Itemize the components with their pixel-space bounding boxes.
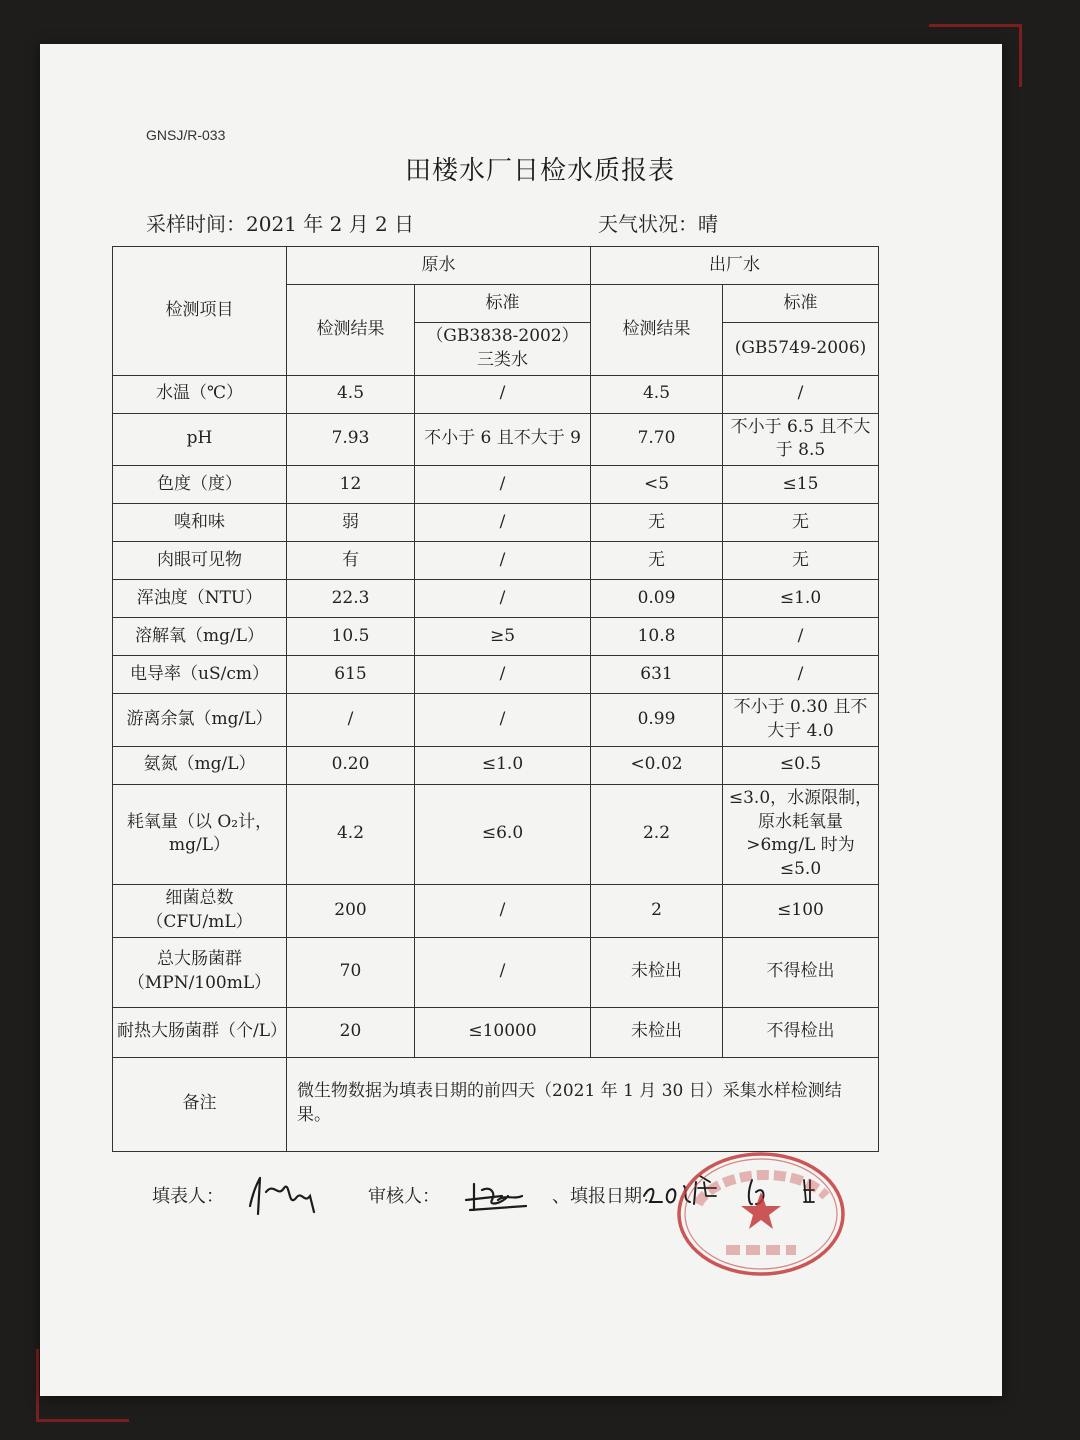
row-raw-standard: ≤1.0 [415,746,591,784]
row-outlet-standard: 不小于 0.30 且不大于 4.0 [723,694,879,747]
raw-standard-class: 三类水 [477,349,528,370]
row-raw-standard: ≥5 [415,618,591,656]
remark-text: 微生物数据为填表日期的前四天（2021 年 1 月 30 日）采集水样检测结果。 [287,1057,879,1151]
row-raw-result: 7.93 [287,413,415,466]
row-outlet-standard: 无 [723,504,879,542]
reviewer-signature [462,1170,534,1216]
row-outlet-result: 10.8 [591,618,723,656]
header-outlet-standard-code: (GB5749-2006) [723,323,879,376]
sample-time-label: 采样时间： [146,212,246,236]
filler-signature [244,1168,322,1220]
row-outlet-standard: 不得检出 [723,1007,879,1057]
row-item: pH [113,413,287,466]
row-outlet-result: 未检出 [591,937,723,1007]
row-item: 耗氧量（以 O₂计，mg/L） [113,784,287,884]
row-outlet-standard: / [723,375,879,413]
table-row [113,375,879,413]
table-row [113,694,879,747]
row-raw-standard: 不小于 6 且不大于 9 [415,413,591,466]
weather [598,208,718,237]
row-outlet-standard: / [723,618,879,656]
row-item: 溶解氧（mg/L） [113,618,287,656]
table-row [113,618,879,656]
header-outlet-water: 出厂水 [591,247,879,285]
row-raw-result: 4.5 [287,375,415,413]
report-date-label: 、填报日期： [552,1186,660,1207]
row-raw-standard: / [415,542,591,580]
table-row [113,784,879,884]
header-item: 检测项目 [113,247,287,376]
reviewer-label: 审核人： [368,1186,440,1207]
header-outlet-standard: 标准 [723,285,879,323]
row-raw-standard: / [415,937,591,1007]
row-outlet-result: 无 [591,542,723,580]
row-outlet-standard: 不小于 6.5 且不大于 8.5 [723,413,879,466]
row-item: 水温（℃） [113,375,287,413]
row-outlet-result: 2.2 [591,784,723,884]
row-raw-standard: / [415,375,591,413]
row-raw-standard: / [415,694,591,747]
header-raw-result: 检测结果 [287,285,415,376]
row-outlet-result: 未检出 [591,1007,723,1057]
water-quality-table [112,246,879,1152]
row-outlet-result: 4.5 [591,375,723,413]
weather-value: 晴 [698,212,718,236]
table-row [113,1007,879,1057]
row-item: 浑浊度（NTU） [113,580,287,618]
row-item: 嗅和味 [113,504,287,542]
row-raw-result: 615 [287,656,415,694]
sample-time [146,208,414,237]
row-item: 电导率（uS/cm） [113,656,287,694]
row-outlet-standard: / [723,656,879,694]
row-outlet-standard: ≤3.0，水源限制，原水耗氧量>6mg/L 时为≤5.0 [723,784,879,884]
row-raw-standard: / [415,884,591,937]
row-outlet-standard: 无 [723,542,879,580]
row-raw-result: 0.20 [287,746,415,784]
row-raw-result: 200 [287,884,415,937]
row-raw-standard: / [415,504,591,542]
row-outlet-standard: ≤100 [723,884,879,937]
remark-row [113,1057,879,1151]
row-raw-standard: / [415,466,591,504]
row-item: 游离余氯（mg/L） [113,694,287,747]
row-outlet-result: 631 [591,656,723,694]
table-row [113,466,879,504]
row-raw-result: 70 [287,937,415,1007]
row-raw-result: 4.2 [287,784,415,884]
row-item: 氨氮（mg/L） [113,746,287,784]
row-raw-result: 20 [287,1007,415,1057]
filler-label: 填表人： [152,1186,224,1207]
row-outlet-result: <0.02 [591,746,723,784]
row-raw-result: / [287,694,415,747]
row-raw-standard: ≤10000 [415,1007,591,1057]
table-row [113,504,879,542]
row-outlet-standard: ≤1.0 [723,580,879,618]
row-outlet-result: 0.09 [591,580,723,618]
raw-standard-code: （GB3838-2002） [426,326,579,346]
row-raw-result: 10.5 [287,618,415,656]
row-outlet-standard: 不得检出 [723,937,879,1007]
header-raw-water: 原水 [287,247,591,285]
row-outlet-result: 7.70 [591,413,723,466]
sample-time-value: 2021 年 2 月 2 日 [246,212,415,236]
row-item: 耐热大肠菌群（个/L） [113,1007,287,1057]
header-outlet-result: 检测结果 [591,285,723,376]
row-raw-standard: / [415,580,591,618]
row-raw-result: 弱 [287,504,415,542]
row-item: 色度（度） [113,466,287,504]
row-raw-standard: ≤6.0 [415,784,591,884]
table-row [113,580,879,618]
red-seal-stamp [676,1150,846,1278]
row-outlet-result: 2 [591,884,723,937]
row-item: 肉眼可见物 [113,542,287,580]
row-raw-result: 有 [287,542,415,580]
row-outlet-standard: ≤0.5 [723,746,879,784]
document-code: GNSJ/R-033 [146,127,226,143]
header-raw-standard: 标准 [415,285,591,323]
weather-label: 天气状况： [598,212,698,236]
table-row [113,413,879,466]
table-row [113,746,879,784]
row-raw-result: 22.3 [287,580,415,618]
remark-label: 备注 [113,1057,287,1151]
document-title: 田楼水厂日检水质报表 [404,156,675,186]
row-outlet-result: <5 [591,466,723,504]
row-item: 细菌总数（CFU/mL） [113,884,287,937]
row-item: 总大肠菌群（MPN/100mL） [113,937,287,1007]
row-outlet-result: 0.99 [591,694,723,747]
table-row [113,937,879,1007]
table-row [113,884,879,937]
table-row [113,542,879,580]
row-outlet-result: 无 [591,504,723,542]
row-outlet-standard: ≤15 [723,466,879,504]
table-row [113,656,879,694]
header-raw-standard-code [415,323,591,376]
row-raw-result: 12 [287,466,415,504]
row-raw-standard: / [415,656,591,694]
